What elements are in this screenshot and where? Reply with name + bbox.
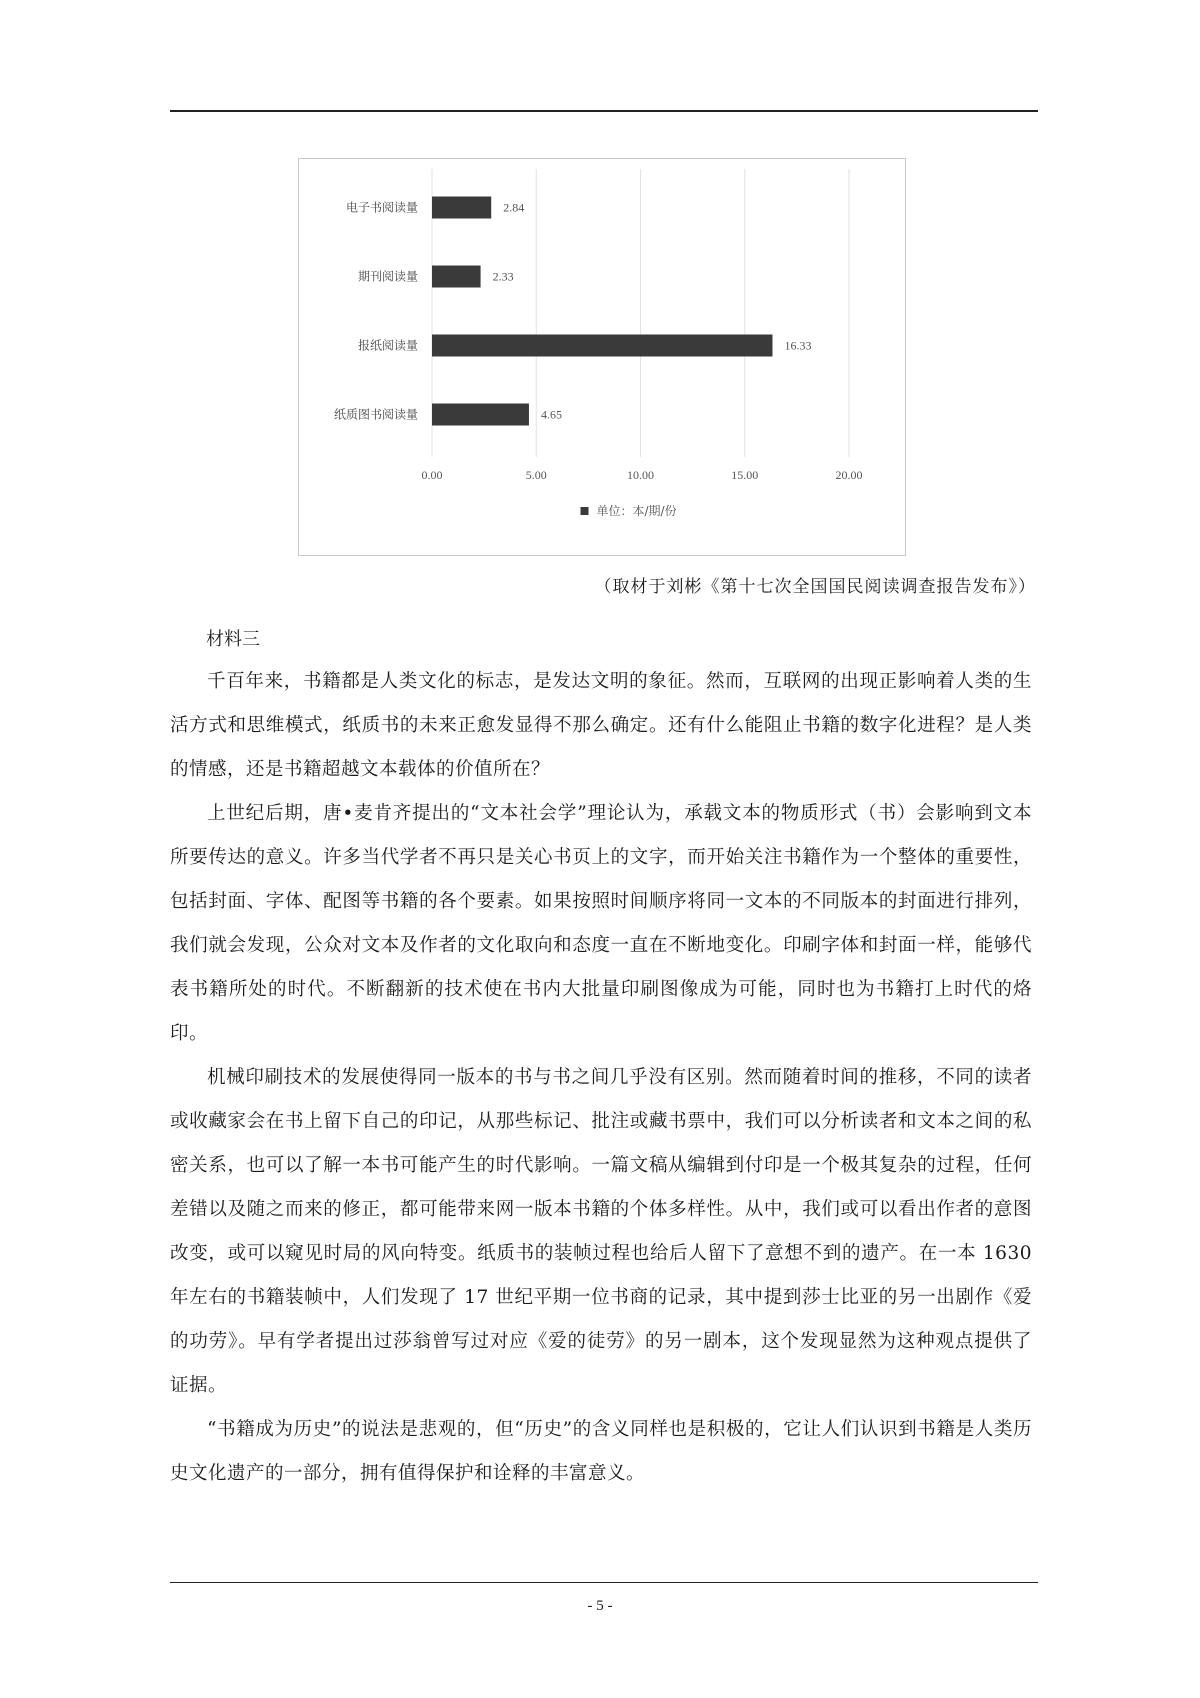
bar (432, 197, 491, 219)
paragraph-1: 千百年来，书籍都是人类文化的标志，是发达文明的象征。然而，互联网的出现正影响着人类的生活方式和思维模式，纸质书的未来正愈发显得不那么确定。还有什么能阻止书籍的数字化进程？是人类的情感，还是书籍超越文本载体的价值所在？ (170, 671, 1032, 780)
category-label: 电子书阅读量 (345, 200, 418, 215)
paragraph-3: 机械印刷技术的发展使得同一版本的书与书之间几乎没有区别。然而随着时间的推移，不同的读者或收藏家会在书上留下自己的印记，从那些标记、批注或藏书票中，我们可以分析读者和文本之间的私密关系，也可以了解一本书可能产生的时代影响。一篇文稿从编辑到付印是一个极其复杂的过程，任何差错以及随之而来的修正，都可能带来网一版本书籍的个体多样性。从中，我们或可以看出作者的意图改变，或可以窥见时局的风向特变。纸质书的装帧过程也给后人留下了意想不到的遗产。在一本 1630 年左右的书籍装帧中，人们发现了 17 世纪平期一位书商的记录，其中提到莎士比亚的另一出剧作《爱的功劳》。早有学者提出过莎翁曾写过对应《爱的徒劳》的另一剧本，这个发现显然为这种观点提供了证据。 (170, 1067, 1032, 1396)
article-body (170, 604, 1032, 1496)
x-tick-label: 0.00 (421, 468, 443, 482)
chart-canvas (299, 159, 905, 555)
data-label: 16.33 (784, 338, 812, 353)
data-label: 2.33 (492, 269, 514, 284)
x-tick-label: 20.00 (835, 468, 863, 482)
x-tick-label: 15.00 (731, 468, 759, 482)
data-label: 2.84 (503, 200, 525, 215)
category-label: 期刊阅读量 (357, 269, 418, 284)
bar (432, 335, 772, 357)
paragraph-2: 上世纪后期，唐•麦肯齐提出的“文本社会学”理论认为，承载文本的物质形式（书）会影响到文本所要传达的意义。许多当代学者不再只是关心书页上的文字，而开始关注书籍作为一个整体的重要性，包括封面、字体、配图等书籍的各个要素。如果按照时间顺序将同一文本的不同版本的封面进行排列，我们就会发现，公众对文本及作者的文化取向和态度一直在不断地变化。印刷字体和封面一样，能够代表书籍所处的时代。不断翻新的技术使在书内大批量印刷图像成为可能，同时也为书籍打上时代的烙印。 (170, 803, 1032, 1044)
legend-swatch (581, 507, 589, 515)
material-heading: 材料三 (206, 629, 260, 650)
legend-label: 单位：本/期/份 (596, 504, 677, 518)
bar (432, 404, 529, 426)
bottom-rule (170, 1582, 1038, 1583)
category-label: 报纸阅读量 (357, 338, 418, 353)
page-number: - 5 - (587, 1598, 613, 1614)
top-rule (170, 110, 1038, 112)
reading-volume-chart (298, 158, 906, 556)
source-citation: （取材于刘彬《第十七次全国国民阅读调查报告发布》） (594, 577, 1036, 597)
data-label: 4.65 (540, 407, 562, 422)
category-label: 纸质图书阅读量 (333, 407, 418, 422)
bar (432, 266, 481, 288)
x-tick-label: 10.00 (627, 468, 654, 482)
paragraph-4: “书籍成为历史”的说法是悲观的，但“历史”的含义同样也是积极的，它让人们认识到书籍是人类历史文化遗产的一部分，拥有值得保护和诠释的丰富意义。 (170, 1419, 1032, 1484)
x-tick-label: 5.00 (525, 468, 547, 482)
